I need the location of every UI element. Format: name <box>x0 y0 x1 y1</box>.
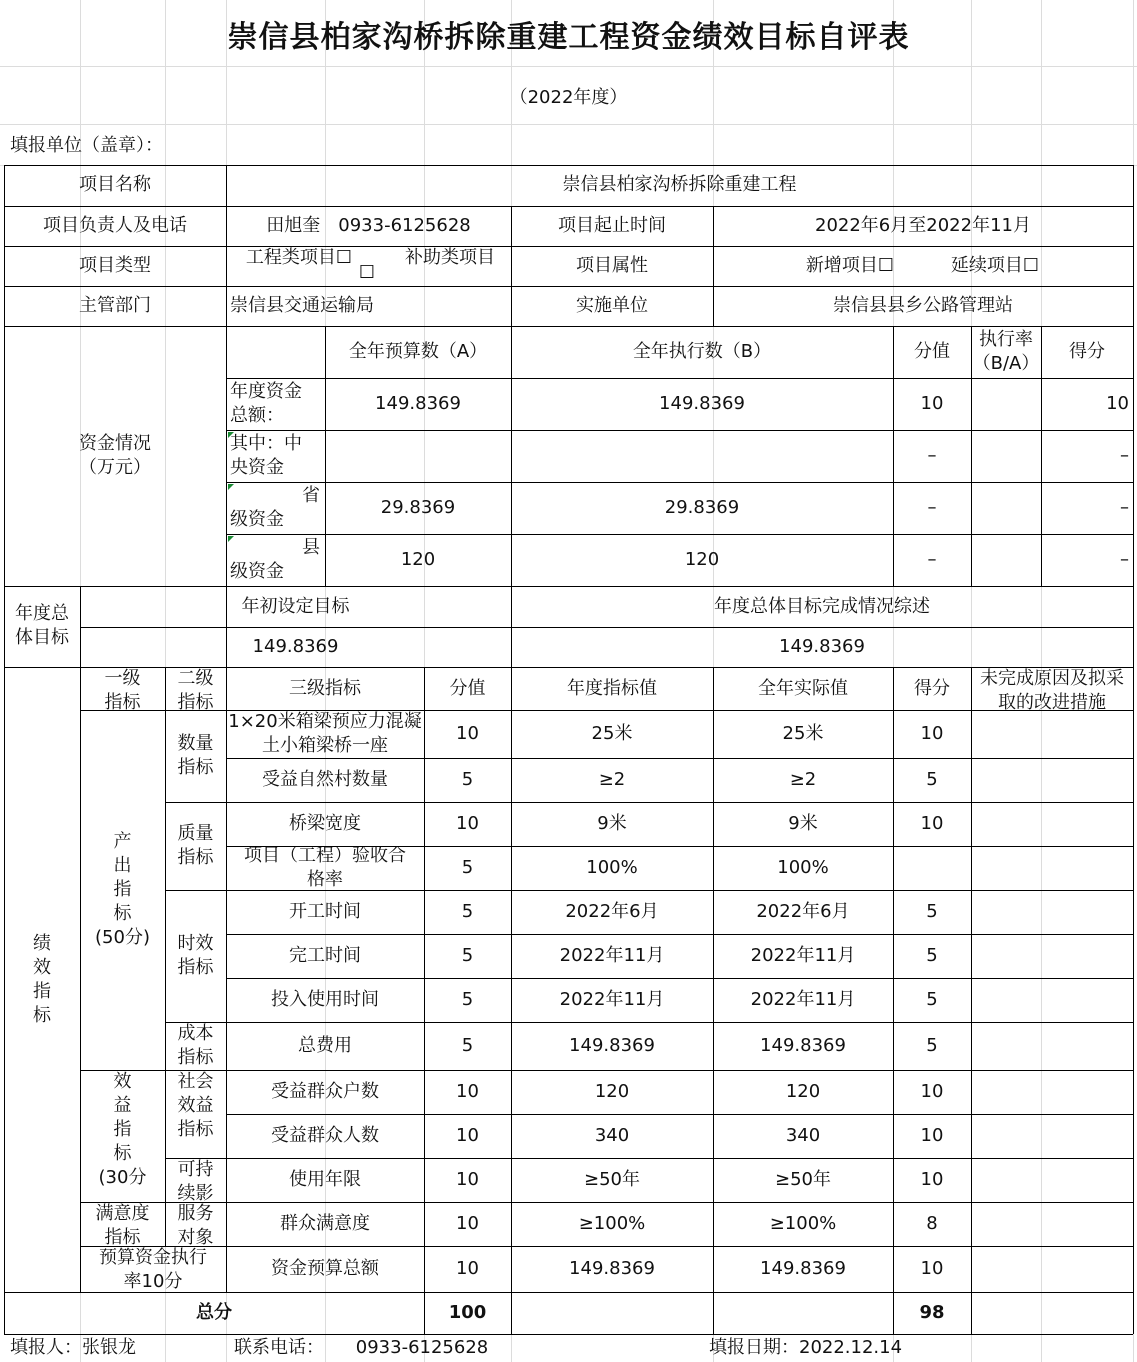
funds-row-score-value: – <box>927 445 937 466</box>
funds-row-name: 县 级资金 <box>230 537 320 582</box>
quantity-subgroup: 数量 指标 <box>177 733 214 778</box>
cell-border <box>226 378 1133 379</box>
indicator-name: 桥梁宽度 <box>289 813 361 834</box>
indicator-reason <box>971 978 1133 1022</box>
perf-header-l1: 一级 指标 <box>104 668 141 710</box>
indicator-target: 25米 <box>591 723 633 744</box>
cell-border <box>226 978 1133 979</box>
goal-done-value: 149.8369 <box>779 636 865 657</box>
cell-border <box>971 326 972 586</box>
goal-done-label: 年度总体目标完成情况综述 <box>714 595 930 617</box>
indicator-score: 10 <box>920 1125 944 1146</box>
cell-marker <box>228 536 234 542</box>
type-subsidy-checkbox: ☐ <box>358 262 376 283</box>
funds-row-rate <box>971 482 1041 534</box>
funds-row-exec <box>511 430 893 482</box>
indicator-score: 5 <box>926 769 938 790</box>
indicator-score: 5 <box>926 901 938 922</box>
filler-unit-label: 填报单位（盖章）： <box>10 135 163 156</box>
total-score: 98 <box>919 1302 945 1323</box>
service-object-subgroup: 服务 对象 <box>177 1203 214 1246</box>
funds-row-score-value: – <box>927 549 937 570</box>
funds-header-rate: 执行率 （B/A） <box>972 329 1040 374</box>
type-subsidy-label: 补助类项目 <box>405 247 495 268</box>
satisfaction-indicator-group: 满意度 指标 <box>95 1203 150 1246</box>
indicator-reason <box>971 890 1133 934</box>
total-score-value: 100 <box>448 1302 487 1323</box>
indicator-score-value: 10 <box>456 1258 479 1279</box>
indicator-score-value: 10 <box>456 1125 479 1146</box>
indicator-reason <box>971 1070 1133 1114</box>
project-type-label: 项目类型 <box>79 255 151 276</box>
perf-header-target: 年度指标值 <box>567 677 657 699</box>
perf-section-label: 绩 效 指 标 <box>33 932 51 1026</box>
cell-border <box>893 667 894 1334</box>
indicator-score-value: 10 <box>456 1169 479 1190</box>
timeliness-subgroup: 时效 指标 <box>177 933 214 978</box>
indicator-actual: ≥100% <box>769 1213 837 1234</box>
indicator-score: 10 <box>920 1169 944 1190</box>
cell-border <box>4 586 1133 587</box>
indicator-name: 群众满意度 <box>280 1213 370 1234</box>
cell-border <box>80 1246 1133 1247</box>
cell-border <box>80 627 1133 628</box>
filler-name: 填报人：张银龙 <box>10 1337 136 1358</box>
indicator-actual: 149.8369 <box>760 1258 846 1279</box>
perf-header-score-value: 分值 <box>449 677 486 699</box>
quality-subgroup: 质量 指标 <box>177 823 214 868</box>
dept-value: 崇信县交通运输局 <box>230 295 374 316</box>
funds-row-score: – <box>1120 445 1129 466</box>
indicator-target: 120 <box>594 1081 630 1102</box>
period-value: 2022年6月至2022年11月 <box>815 215 1031 236</box>
indicator-reason <box>971 1114 1133 1158</box>
cell-border <box>1133 165 1134 1334</box>
indicator-score: 5 <box>926 989 938 1010</box>
cell-border <box>4 286 1133 287</box>
cell-border <box>226 846 1133 847</box>
perf-header-reason: 未完成原因及拟采 取的改进措施 <box>980 668 1124 710</box>
goal-set-value: 149.8369 <box>252 636 339 657</box>
cell-border <box>165 1158 1133 1159</box>
goal-set-label: 年初设定目标 <box>241 595 350 617</box>
cell-border <box>165 1022 1133 1023</box>
funds-row-exec: 120 <box>684 549 720 570</box>
cell-border <box>226 482 1133 483</box>
indicator-score-value: 5 <box>461 1035 474 1056</box>
funds-row-budget <box>325 430 511 482</box>
funds-header-exec: 全年执行数（B） <box>632 341 772 362</box>
funds-row-rate <box>971 534 1041 586</box>
indicator-actual: 2022年11月 <box>750 989 856 1010</box>
indicator-reason <box>971 1158 1133 1202</box>
indicator-actual: ≥50年 <box>775 1169 831 1190</box>
indicator-name: 1×20米箱梁预应力混凝 土小箱梁桥一座 <box>228 711 422 756</box>
indicator-target: 100% <box>586 857 638 878</box>
funds-row-name: 年度资金 总额： <box>230 381 302 426</box>
impl-value: 崇信县县乡公路管理站 <box>833 295 1013 316</box>
indicator-reason <box>971 1246 1133 1292</box>
indicator-target: 2022年11月 <box>559 945 665 966</box>
cell-border <box>226 165 227 667</box>
indicator-score-value: 5 <box>461 945 474 966</box>
cost-subgroup: 成本 指标 <box>177 1023 214 1068</box>
funds-row-rate <box>971 378 1041 430</box>
indicator-score-value: 10 <box>456 1213 479 1234</box>
sustainability-subgroup: 可持 续影 <box>177 1159 214 1202</box>
indicator-name: 受益群众人数 <box>271 1125 379 1146</box>
impl-label: 实施单位 <box>576 295 648 316</box>
funds-row-score: – <box>1120 497 1129 518</box>
cell-border <box>226 934 1133 935</box>
indicator-name: 受益群众户数 <box>271 1081 379 1102</box>
cell-border <box>511 326 512 586</box>
indicator-target: 2022年6月 <box>565 901 659 922</box>
cell-border <box>80 710 1133 711</box>
benefit-indicator-group: 效 益 指 标 (30分 <box>98 1071 147 1188</box>
fill-date: 填报日期：2022.12.14 <box>709 1337 903 1358</box>
funds-row-budget: 120 <box>400 549 436 570</box>
funds-row-score-value: 10 <box>920 393 944 414</box>
indicator-reason <box>971 710 1133 758</box>
indicator-score-value: 5 <box>461 769 474 790</box>
phone-label: 联系电话： <box>234 1337 324 1358</box>
indicator-name: 总费用 <box>298 1035 352 1056</box>
indicator-actual: 100% <box>777 857 829 878</box>
leader-label: 项目负责人及电话 <box>43 215 187 236</box>
attr-continue-checkbox: 延续项目☐ <box>950 255 1040 276</box>
cell-border <box>511 206 512 326</box>
budget-execution-group: 预算资金执行 率10分 <box>99 1247 207 1292</box>
cell-border <box>80 1202 1133 1203</box>
indicator-score-value: 10 <box>456 723 479 744</box>
perf-header-l2: 二级 指标 <box>177 668 214 710</box>
funds-row-rate <box>971 430 1041 482</box>
cell-border <box>325 326 326 586</box>
funds-header-score: 得分 <box>1069 341 1105 362</box>
indicator-score: 10 <box>920 1258 944 1279</box>
indicator-reason <box>971 1022 1133 1070</box>
indicator-name: 完工时间 <box>289 945 361 966</box>
funds-row-name: 其中：中 央资金 <box>230 433 302 478</box>
funds-row-score: – <box>1120 549 1129 570</box>
indicator-name: 受益自然村数量 <box>262 769 388 790</box>
cell-border <box>971 667 972 1334</box>
phone-value: 0933-6125628 <box>355 1337 489 1358</box>
funds-row-budget: 149.8369 <box>375 393 461 414</box>
indicator-actual: 149.8369 <box>760 1035 846 1056</box>
cell-marker <box>228 432 234 438</box>
attr-new-checkbox: 新增项目☐ <box>805 255 895 276</box>
cell-border <box>713 206 714 326</box>
project-attr-label: 项目属性 <box>576 255 648 276</box>
cell-border <box>226 667 227 1292</box>
annual-goal-label: 年度总 体目标 <box>15 603 69 648</box>
indicator-score: 10 <box>920 1081 944 1102</box>
indicator-score-value: 10 <box>456 813 479 834</box>
funds-row-name: 省 级资金 <box>230 485 320 530</box>
project-name-label: 项目名称 <box>79 174 151 195</box>
indicator-name: 投入使用时间 <box>271 989 379 1010</box>
perf-header-l3: 三级指标 <box>289 677 361 699</box>
indicator-reason <box>971 934 1133 978</box>
indicator-actual: 340 <box>785 1125 821 1146</box>
funds-row-score: 10 <box>1106 393 1129 414</box>
cell-border <box>226 534 1133 535</box>
cell-border <box>165 667 166 1246</box>
indicator-reason <box>971 846 1133 890</box>
cell-border <box>4 667 1133 668</box>
dept-label: 主管部门 <box>79 295 151 316</box>
indicator-name: 开工时间 <box>289 901 361 922</box>
indicator-target: 2022年11月 <box>559 989 665 1010</box>
cell-border <box>226 1114 1133 1115</box>
indicator-target: ≥100% <box>578 1213 646 1234</box>
type-engineering-checkbox: 工程类项目☐ <box>245 247 353 268</box>
indicator-score: 5 <box>926 945 938 966</box>
cell-border <box>226 758 1133 759</box>
indicator-score-value: 5 <box>461 989 474 1010</box>
cell-border <box>893 326 894 586</box>
cell-border <box>4 165 5 1334</box>
indicator-target: 149.8369 <box>569 1258 655 1279</box>
indicator-score: 5 <box>926 1035 938 1056</box>
indicator-name: 项目（工程）验收合 格率 <box>244 846 406 890</box>
cell-border <box>1041 326 1042 586</box>
funds-row-score-value: – <box>927 497 937 518</box>
indicator-target: 149.8369 <box>569 1035 655 1056</box>
indicator-score: 10 <box>920 813 944 834</box>
indicator-actual: 2022年6月 <box>756 901 850 922</box>
cell-border <box>4 206 1133 207</box>
cell-border <box>424 667 425 1334</box>
leader-value: 田旭奎 0933-6125628 <box>266 215 471 236</box>
indicator-score-value: 5 <box>461 857 474 878</box>
indicator-score: 10 <box>920 723 944 744</box>
cell-border <box>511 667 512 1334</box>
indicator-name: 使用年限 <box>289 1169 361 1190</box>
indicator-actual: 25米 <box>782 723 824 744</box>
indicator-target: 9米 <box>597 813 627 834</box>
cell-border <box>80 586 81 1292</box>
indicator-actual: ≥2 <box>789 769 817 790</box>
cell-border <box>4 326 1133 327</box>
funds-header-score-value: 分值 <box>914 341 950 362</box>
indicator-reason <box>971 1202 1133 1246</box>
indicator-target: 340 <box>594 1125 630 1146</box>
indicator-reason <box>971 802 1133 846</box>
indicator-actual: 120 <box>785 1081 821 1102</box>
indicator-score-value: 5 <box>461 901 474 922</box>
cell-border <box>165 890 1133 891</box>
total-label: 总分 <box>196 1302 232 1323</box>
indicator-reason <box>971 758 1133 802</box>
cell-border <box>80 1070 1133 1071</box>
indicator-score: 8 <box>926 1213 938 1234</box>
indicator-target: ≥2 <box>598 769 626 790</box>
project-name-value: 崇信县柏家沟桥拆除重建工程 <box>562 174 797 195</box>
indicator-score-value: 10 <box>456 1081 479 1102</box>
cell-border <box>4 246 1133 247</box>
funds-row-exec: 29.8369 <box>664 497 740 518</box>
funds-header-budget: 全年预算数（A） <box>348 341 488 362</box>
cell-border <box>226 430 1133 431</box>
funds-row-budget: 29.8369 <box>380 497 456 518</box>
cell-border <box>4 1292 1133 1293</box>
indicator-score <box>893 846 971 890</box>
grid-line <box>0 124 1137 125</box>
period-label: 项目起止时间 <box>558 215 666 236</box>
cell-marker <box>228 484 234 490</box>
cell-border <box>713 667 714 1334</box>
indicator-target: ≥50年 <box>584 1169 640 1190</box>
funds-row-exec: 149.8369 <box>659 393 745 414</box>
cell-border <box>4 1334 1133 1335</box>
indicator-name: 资金预算总额 <box>271 1258 379 1279</box>
output-indicator-group: 产 出 指 标 (50分) <box>95 831 150 948</box>
page-title: 崇信县柏家沟桥拆除重建工程资金绩效目标自评表 <box>227 20 910 55</box>
cell-border <box>165 802 1133 803</box>
cell-border <box>4 165 1133 166</box>
indicator-actual: 2022年11月 <box>750 945 856 966</box>
year-label: （2022年度） <box>509 87 628 108</box>
social-benefit-subgroup: 社会 效益 指标 <box>177 1071 214 1140</box>
perf-header-actual: 全年实际值 <box>758 677 848 699</box>
indicator-actual: 9米 <box>788 813 818 834</box>
funds-section-label: 资金情况 （万元） <box>79 433 151 478</box>
perf-header-score: 得分 <box>914 677 950 699</box>
